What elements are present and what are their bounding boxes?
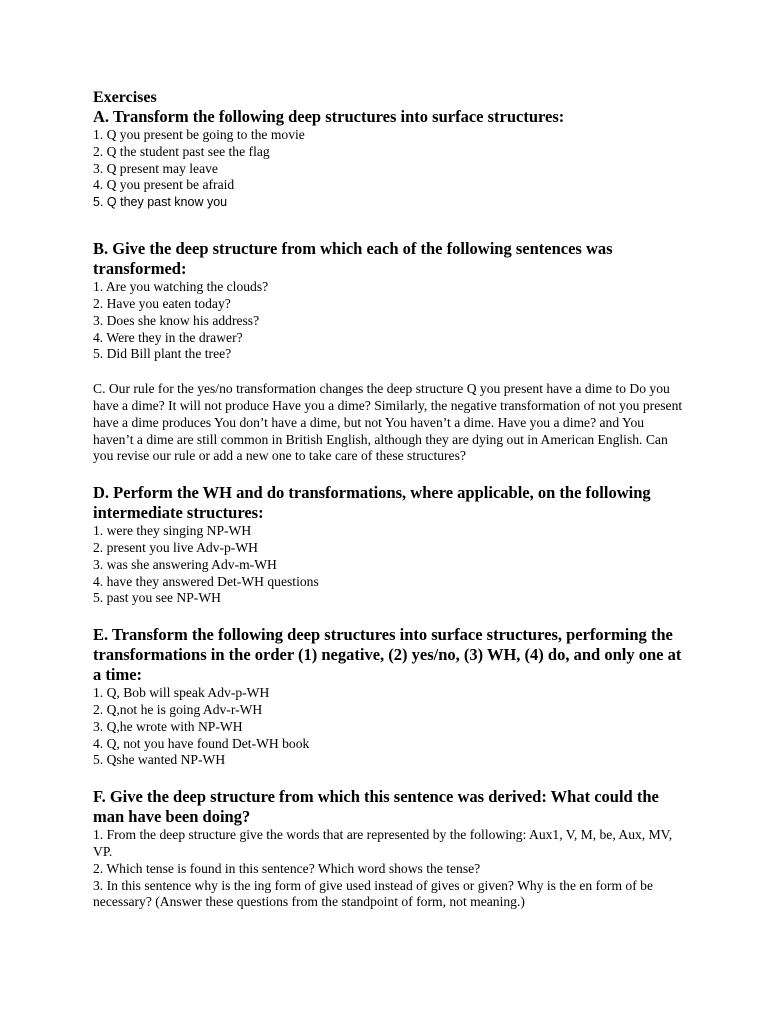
section-e bbox=[93, 625, 683, 769]
list-item: 2. Have you eaten today? bbox=[93, 295, 231, 311]
section-c-paragraph: C. Our rule for the yes/no transformation changes the deep structure Q you present have a dime to Do you have a dime? It will not produce Have you a dime? Similarly, the negative transformation of not you present have a dime produces You don’t have a dime, but not You haven’t a dime. Have you a dime? and You haven’t a dime are still common in British English, although they are dying out in American English. Can you revise our rule or add a new one to take care of these structures? bbox=[93, 381, 683, 464]
list-item: 4. Q you present be afraid bbox=[93, 177, 235, 193]
list-item: 5. Q they past know you bbox=[93, 195, 228, 210]
document-content bbox=[93, 88, 683, 911]
list-item: 5. Qshe wanted NP-WH bbox=[93, 752, 226, 768]
list-item: 3. Q,he wrote with NP-WH bbox=[93, 718, 243, 734]
section-d-heading: D. Perform the WH and do transformations, where applicable, on the following intermediate structures: bbox=[93, 483, 651, 523]
list-item: 2. Which tense is found in this sentence? Which word shows the tense? bbox=[93, 860, 481, 876]
section-c bbox=[93, 381, 683, 465]
section-b-heading: B. Give the deep structure from which each of the following sentences was transformed: bbox=[93, 239, 613, 279]
list-item: 1. Q, Bob will speak Adv-p-WH bbox=[93, 685, 270, 701]
list-item: 3. was she answering Adv-m-WH bbox=[93, 556, 277, 572]
list-item: 3. Q present may leave bbox=[93, 160, 218, 176]
list-item: 3. In this sentence why is the ing form of give used instead of gives or given? Why is the en form of be necessary? (Answer these questions from the standpoint of form, not meaning.) bbox=[93, 877, 653, 910]
section-e-heading: E. Transform the following deep structures into surface structures, performing the transformations in the order (1) negative, (2) yes/no, (3) WH, (4) do, and only one at a time: bbox=[93, 625, 682, 685]
list-item: 5. Did Bill plant the tree? bbox=[93, 346, 232, 362]
list-item: 1. From the deep structure give the words that are represented by the following: Aux1, V, M, be, Aux, MV, VP. bbox=[93, 827, 673, 859]
list-item: 2. Q,not he is going Adv-r-WH bbox=[93, 701, 263, 717]
list-item: 4. have they answered Det-WH questions bbox=[93, 573, 319, 589]
list-item: 2. Q the student past see the flag bbox=[93, 143, 270, 159]
list-item: 1. Q you present be going to the movie bbox=[93, 127, 305, 142]
list-item: 1. were they singing NP-WH bbox=[93, 523, 252, 539]
list-item: 4. Q, not you have found Det-WH book bbox=[93, 735, 310, 751]
list-item: 3. Does she know his address? bbox=[93, 312, 260, 328]
list-item: 2. present you live Adv-p-WH bbox=[93, 539, 258, 555]
page-title: Exercises bbox=[93, 89, 157, 106]
section-a bbox=[93, 107, 683, 211]
section-f bbox=[93, 787, 683, 911]
section-b bbox=[93, 239, 683, 363]
section-d bbox=[93, 483, 683, 607]
list-item: 4. Were they in the drawer? bbox=[93, 329, 243, 345]
section-a-heading: A. Transform the following deep structures into surface structures: bbox=[93, 107, 565, 126]
list-item: 5. past you see NP-WH bbox=[93, 590, 221, 606]
list-item: 1. Are you watching the clouds? bbox=[93, 279, 269, 295]
section-f-heading: F. Give the deep structure from which this sentence was derived: What could the man have been doing? bbox=[93, 787, 659, 827]
